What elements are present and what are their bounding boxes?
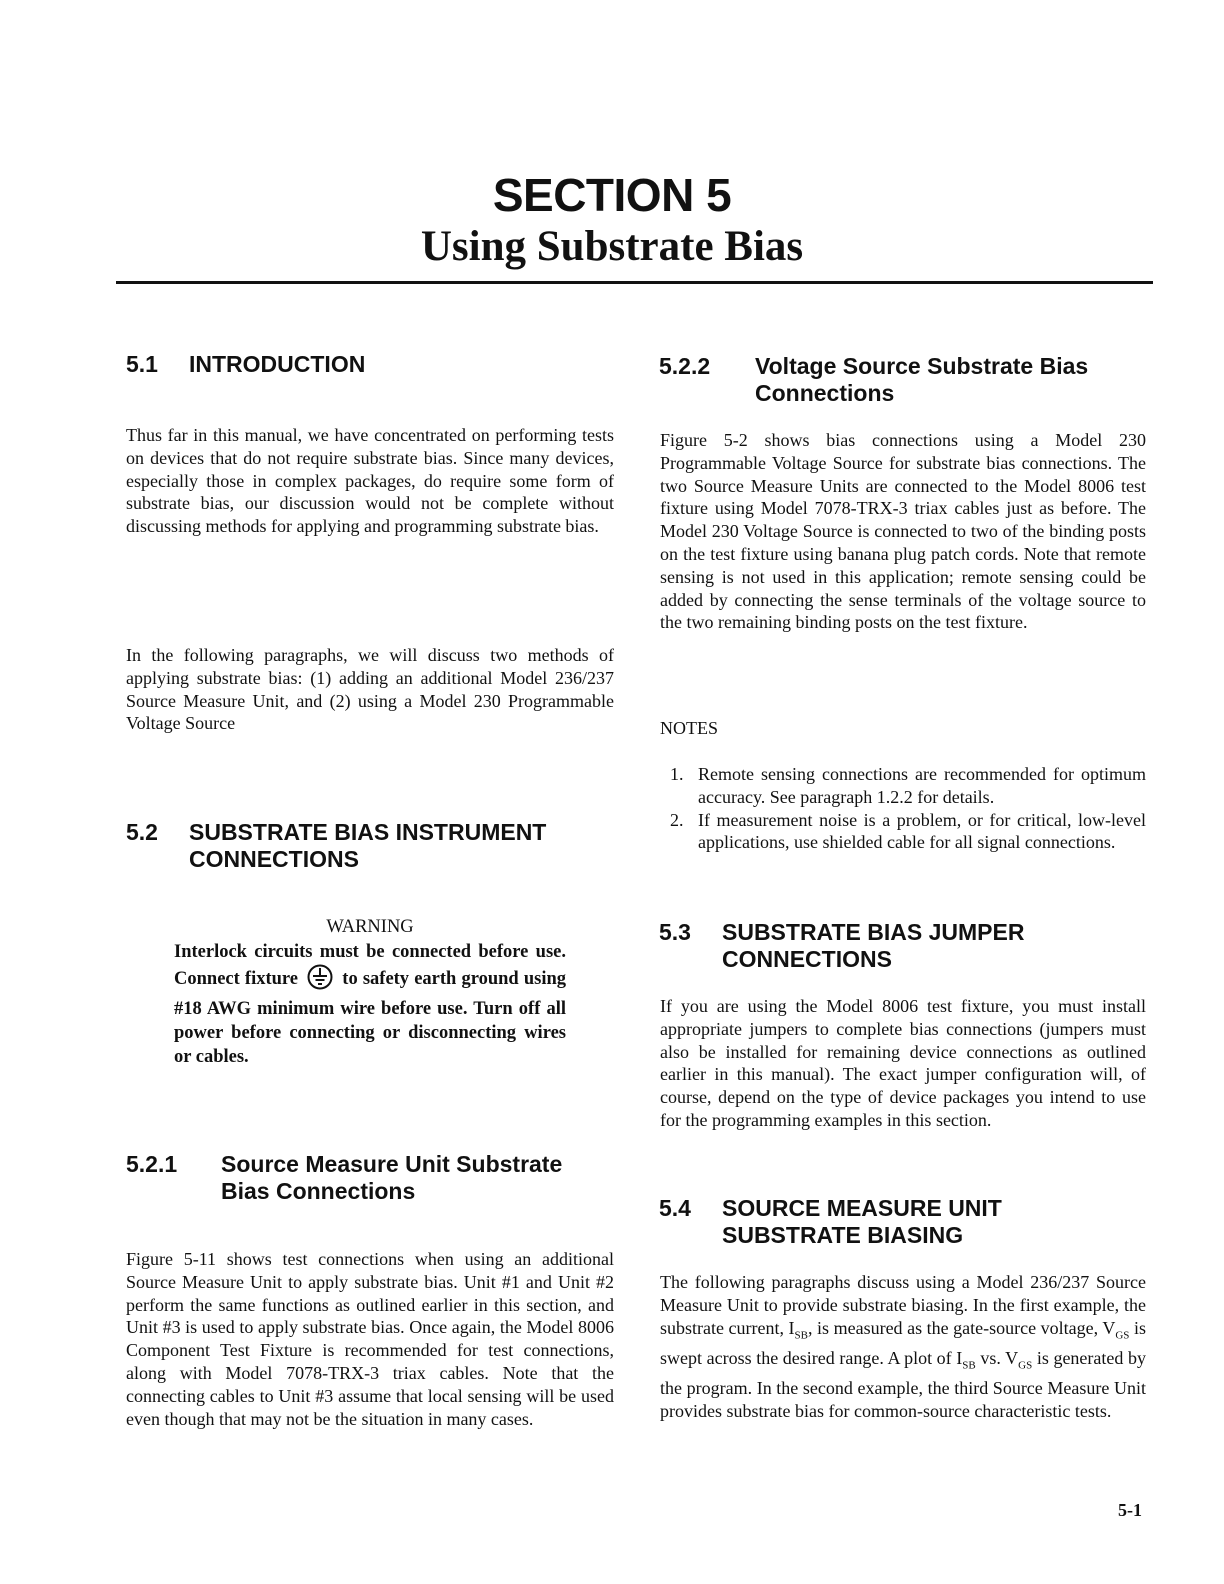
heading-text-line1: SUBSTRATE BIAS JUMPER xyxy=(722,919,1025,945)
paragraph-5-3: If you are using the Model 8006 test fixture, you must install appropriate jumpers to complete bias connections (jumpers must also be installed for remaining device connections as outlined earlier in this manual). The exact jumper configuration will, of course, depend on the type of device packages you intend to use for the programming examples in this section. xyxy=(660,996,1146,1130)
heading-5-4 xyxy=(659,1195,1154,1251)
heading-text-line1: SOURCE MEASURE UNIT xyxy=(722,1195,1002,1221)
note-item xyxy=(660,763,1146,809)
paragraph-5-2-1: Figure 5-11 shows test connections when using an additional Source Measure Unit to apply substrate bias. Unit #1 and Unit #2 perform the same functions as outlined earlier in this section, and Unit #3 is used to apply substrate bias. Once again, the Model 8006 Component Test Fixture is recommended for test connections, along with Model 7078-TRX-3 triax cables. Note that the connecting cables to Unit #3 assume that local sensing will be used even though that may not be the situation in many cases. xyxy=(126,1249,614,1429)
warning-text-part2: to safety earth ground using #18 AWG minimum wire before use. Turn off all power before connecting or disconnecting wires or cables. xyxy=(174,969,567,1067)
paragraph-5-4 xyxy=(660,1271,1146,1423)
heading-number: 5.3 xyxy=(659,919,691,945)
paragraph-5-2-2: Figure 5-2 shows bias connections using a Model 230 Programmable Voltage Source for substrate bias connections. The two Source Measure Units are connected to the Model 8006 test fixture using Model 7078-TRX-3 triax cables just as before. The Model 230 Voltage Source is connected to two of the binding posts on the test fixture using banana plug patch cords. Note that remote sensing is not used in this application; remote sensing could be added by connecting the sense terminals of the voltage source to the two remaining binding posts on the test fixture. xyxy=(660,430,1146,633)
heading-number: 5.2.1 xyxy=(126,1151,178,1177)
heading-5-2-1 xyxy=(126,1151,616,1207)
heading-text-line1: Voltage Source Substrate Bias xyxy=(755,353,1089,379)
note-text: If measurement noise is a problem, or for critical, low-level applications, use shielded cable for all signal connections. xyxy=(698,809,1146,853)
heading-text-line1: SUBSTRATE BIAS INSTRUMENT xyxy=(189,819,547,845)
subscript: SB xyxy=(794,1329,808,1342)
heading-text-line2: Bias Connections xyxy=(221,1178,416,1204)
note-number: 1. xyxy=(670,764,684,784)
warning-text-part1: Interlock circuits must be connected before use. Connect fixture xyxy=(174,942,566,989)
heading-5-2-2 xyxy=(659,353,1154,409)
note-number: 2. xyxy=(670,809,684,830)
section-label: SECTION 5 xyxy=(492,169,732,221)
warning-title: WARNING xyxy=(326,917,414,937)
subscript: SB xyxy=(962,1359,976,1372)
heading-number: 5.1 xyxy=(126,351,158,377)
para-text: is swept across the desired range. A plot of I xyxy=(660,1317,1146,1368)
heading-number: 5.2 xyxy=(126,819,158,845)
section-title: Using Substrate Bias xyxy=(420,223,804,270)
heading-text-line2: Connections xyxy=(755,380,895,406)
heading-number: 5.2.2 xyxy=(659,353,711,379)
notes-label: NOTES xyxy=(660,718,718,738)
heading-text: INTRODUCTION xyxy=(189,351,366,377)
note-item xyxy=(660,809,1146,855)
heading-5-3 xyxy=(659,919,1154,975)
heading-5-1 xyxy=(126,351,616,381)
warning-text xyxy=(174,940,566,1069)
heading-5-2 xyxy=(126,819,616,875)
heading-number: 5.4 xyxy=(659,1195,691,1221)
paragraph-5-1-b: In the following paragraphs, we will discuss two methods of applying substrate bias: (1) adding an additional Model 236/237 Source Measure Unit, and (2) using a Model 230 Programmable Voltage Source xyxy=(126,645,614,734)
page-number: 5-1 xyxy=(1118,1500,1142,1520)
heading-text-line2: CONNECTIONS xyxy=(189,846,359,872)
heading-text-line1: Source Measure Unit Substrate xyxy=(221,1151,563,1177)
para-text: vs. V xyxy=(975,1347,1019,1368)
paragraph-5-1-a: Thus far in this manual, we have concentrated on performing tests on devices that do not require substrate bias. Since many devices, especially those in complex packages, do require some form of substrate bias, our discussion would not be complete without discussing methods for applying and programming substrate bias. xyxy=(126,425,614,537)
subscript: GS xyxy=(1115,1329,1130,1342)
heading-text-line2: CONNECTIONS xyxy=(722,946,892,972)
warning-box xyxy=(174,916,566,1069)
notes-list xyxy=(660,763,1146,854)
heading-text-line2: SUBSTRATE BIASING xyxy=(722,1222,964,1248)
para-text: , is measured as the gate-source voltage, V xyxy=(808,1317,1116,1338)
para-text: The following paragraphs discuss using a Model 236/237 Source Measure Unit to provide substrate biasing. In the first example, the substrate current, I xyxy=(660,1272,1146,1338)
subscript: GS xyxy=(1018,1359,1033,1372)
para-text: is generated by the program. In the second example, the third Source Measure Unit provides substrate bias for common-source characteristic tests. xyxy=(660,1347,1146,1422)
header-rule xyxy=(116,281,1153,284)
ground-icon xyxy=(307,964,333,997)
note-text: Remote sensing connections are recommended for optimum accuracy. See paragraph 1.2.2 for details. xyxy=(698,764,1146,807)
